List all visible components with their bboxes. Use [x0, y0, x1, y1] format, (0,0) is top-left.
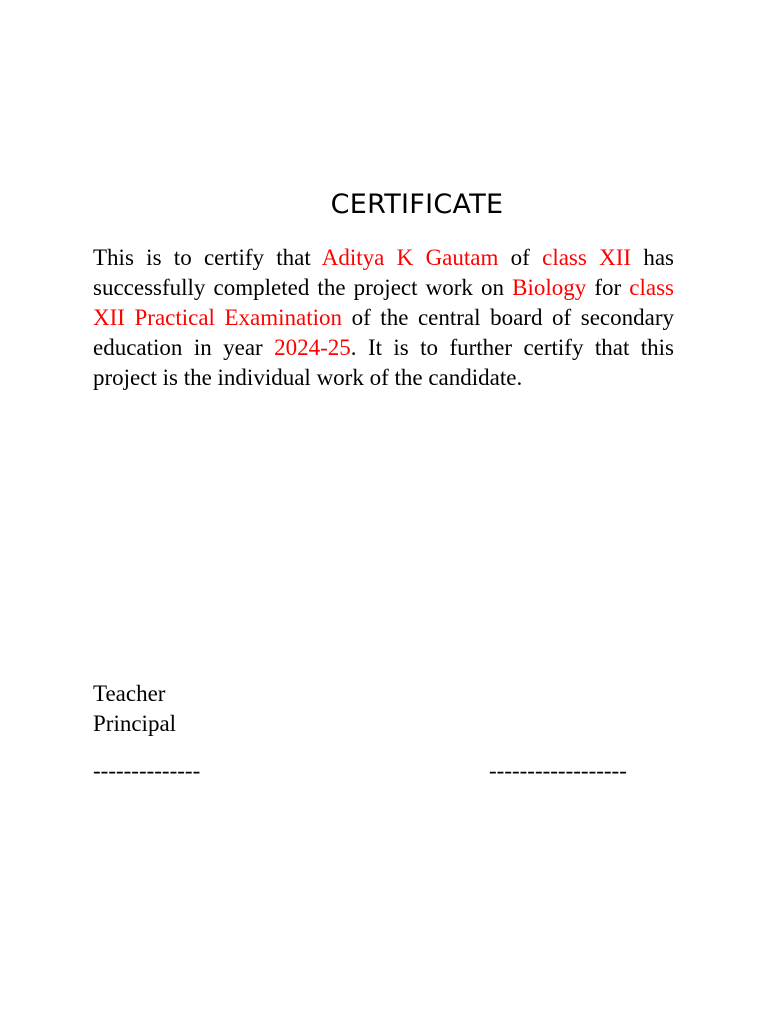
- certificate-title: CERTIFICATE: [330, 189, 504, 220]
- exam-name: class XII Practical Examination: [93, 275, 674, 330]
- principal-label: Principal: [93, 711, 177, 736]
- academic-year: 2024-25: [274, 335, 351, 360]
- body-text-part: has successfully completed the project work on: [93, 245, 675, 300]
- body-text-part: of the central board of secondary education in year: [93, 305, 674, 360]
- class-name: class XII: [542, 245, 632, 270]
- body-text-part: of: [498, 245, 543, 270]
- student-name: Aditya K Gautam: [321, 245, 499, 270]
- subject-name: Biology: [512, 275, 587, 300]
- body-text-part: This is to certify that: [93, 245, 322, 270]
- teacher-label: Teacher: [93, 681, 166, 706]
- body-text-part: . It is to further certify that this project is the individual work of the candidate.: [93, 335, 674, 390]
- principal-signature-line: ------------------: [489, 758, 627, 783]
- teacher-signature-line: --------------: [93, 758, 201, 783]
- certificate-body: [93, 243, 674, 393]
- body-text-part: for: [586, 275, 630, 300]
